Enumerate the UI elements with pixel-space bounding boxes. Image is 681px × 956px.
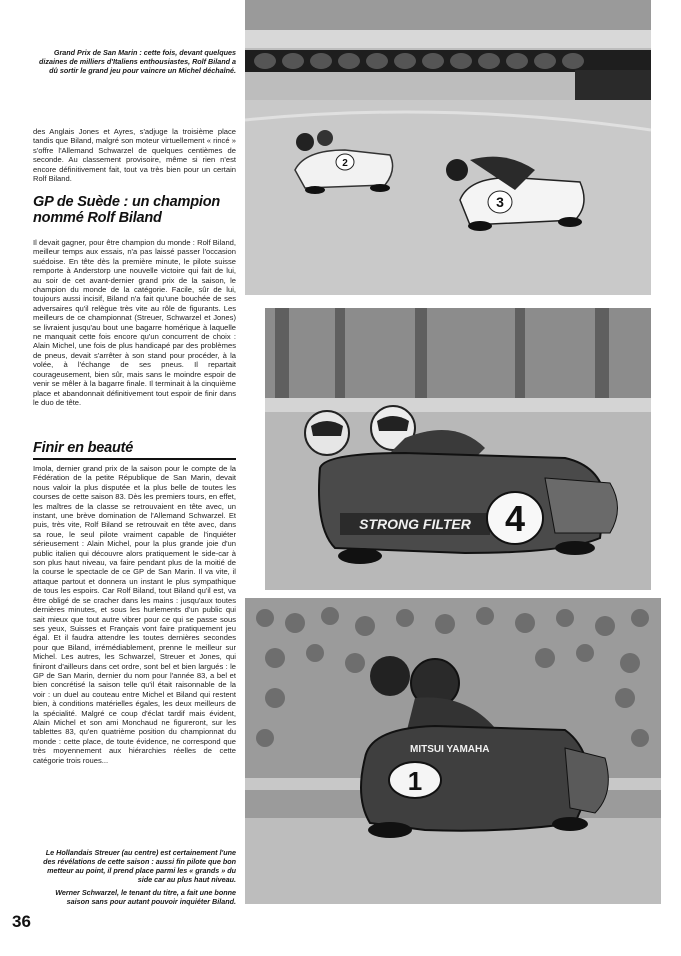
text-column	[0, 0, 245, 956]
heading-gp-suede: GP de Suède : un champion nommé Rolf Biland	[33, 194, 221, 226]
sponsor-mitsui-yamaha: MITSUI YAMAHA	[410, 744, 490, 755]
photo-caption-schwarzel: Werner Schwarzel, le tenant du titre, a fait une bonne saison sans pour autant pouvoir inquiéter Biland.	[55, 888, 236, 906]
sidecar-number-1: 1	[407, 766, 423, 796]
article-section-imola: Imola, dernier grand prix de la saison pour le compte de la Fédération de la petite République de San Marin, devait nous valoir la plus disputée et la plus belle de toutes les courses de cette saison 83. Dès les premiers tours, en effet, les maîtres de la classe se retrouvaient en tête avec, un instant, une brève domination de l'Allemand Schwarzel. Et puis, très vite, Rolf Biland se retrouvait en tête avec, dans sa roue, le seul pilote vraiment capable de l'inquiéter sérieusement : Alain Michel, pour la plus grande joie d'un public italien qui découvre alors pratiquement le side-car à son plus haut niveau, va faire pendant plus de la moitié de la course le spectacle de ce GP de San Marin. Il va vite, il attaque partout et donnera un instant le plus sympathique de tous les espoirs. Car Rolf Biland, tout Biland qu'il est, va être obligé de se cracher dans les mains : jusqu'aux toutes dernières minutes, et sous les hurlements d'un public qui sait mieux que tout autre vibrer pour ce qui se passe sous ses yeux, Suisses et Français vont faire pratiquement jeu égal. Et il faudra attendre les toutes dernières secondes pour que Biland, irrémédiablement, prenne le meilleur sur Michel. Les autres, les Schwarzel, Streuer et Jones, qui finiront d'ailleurs dans cet ordre, sont bel et bien largués : le GP de San Marin, dernier du nom pour l'année 83, a bel et bien concrétisé la saison telle qu'il était raisonnable de la voir : un duel au couteau entre Michel et Biland qui restent bien, à conditions matérielles égales, les deux meilleurs de la spécialité. Malgré ce coup d'éclat tardif mais évident, Alain Michel et son ami Monchaud ne figureront, sur les tablettes 83, qu'en quatrième position du championnat du monde : cette place, de toute évidence, ne correspond que très moyennement aux hiérarchies réelles de cette catégorie trois roues...	[33, 464, 236, 765]
photo-sidecars-2-and-3	[245, 0, 651, 295]
sidecar-number-3: 3	[496, 194, 504, 210]
article-section-suede: Il devait gagner, pour être champion du monde : Rolf Biland, meilleur temps aux essais, n'a pas laissé passer l'occasion suédoise. En tête dès la première minute, le pilote suisse remporte à Anderstorp une nouvelle victoire qui fait de lui, au soir de cet avant-dernier grand prix de la saison, le champion du monde de la catégorie. Facile, sûr de lui, toujours aussi incisif, Biland n'a fait qu'une bouchée de ses adversaires qu'il relègue très vite au rôle de figurants. Les meilleurs de ce championnat (Streuer, Schwarzel et Jones) se livraient jusqu'au bout une bagarre homérique à laquelle ne manquait cette fois encore qu'un concurrent de choix : Alain Michel, une fois de plus handicapé par des problèmes de pneus, devait s'arrêter à son stand pour procéder, à la volée, à l'échange de ses pneus. Il repartait courageusement, bien sûr, mais sans le moindre espoir de venir se mêler à la bagarre finale. Il terminait à la cinquième place et abandonnait définitivement tout espoir de finir dans le duo de tête.	[33, 238, 236, 407]
sidecar-number-4: 4	[504, 498, 526, 539]
page-number: 36	[12, 912, 31, 931]
photo-sidecar-1	[245, 598, 661, 904]
photo-caption-streuer: Le Hollandais Streuer (au centre) est certainement l'une des révélations de cette saison : aussi fin pilote que bon metteur au point, il prend place parmi les « grands » du side car au plus haut niveau.	[43, 848, 236, 884]
sidecar-number-2: 2	[342, 158, 348, 169]
article-intro: des Anglais Jones et Ayres, s'adjuge la troisième place tandis que Biland, malgré son moteur virtuellement « rincé » s'offre l'Allemand Schwarzel de quelques centièmes de seconde. Au classement provisoire, même si rien n'est encore définitivement fait, tout va très bien pour un certain Rolf Biland.	[33, 127, 236, 184]
heading-underline	[33, 458, 236, 460]
photo-sidecar-4	[265, 308, 651, 590]
sponsor-strong-filter: STRONG FILTER	[359, 516, 471, 532]
heading-finir-en-beaute: Finir en beauté	[33, 440, 134, 456]
photo-caption-top: Grand Prix de San Marin : cette fois, devant quelques dizaines de milliers d'Italiens enthousiastes, Rolf Biland a dû sortir le grand jeu pour vaincre un Michel déchaîné.	[38, 48, 236, 75]
